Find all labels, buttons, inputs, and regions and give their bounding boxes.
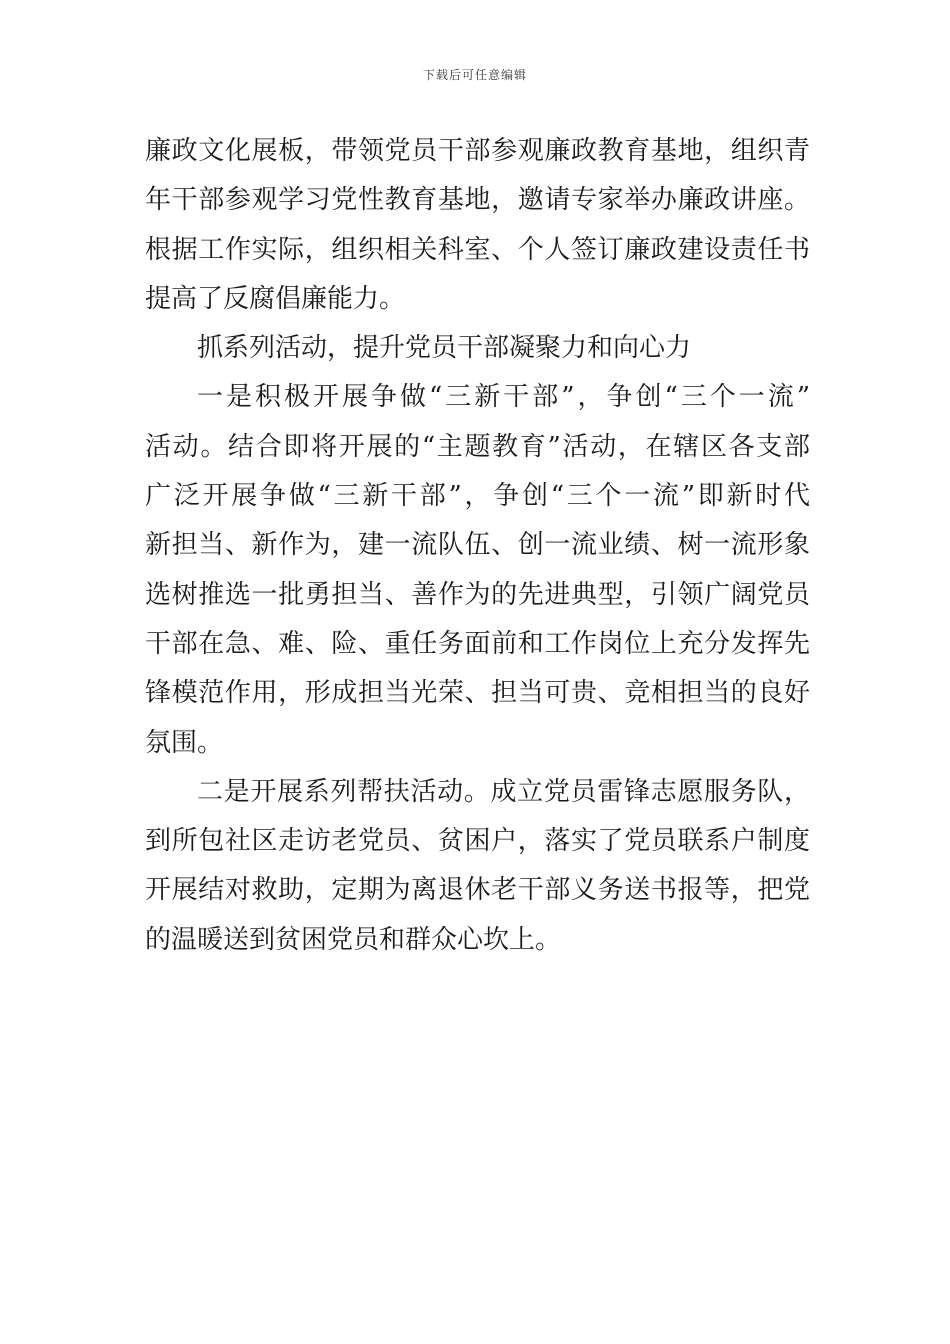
- text-line: 选树推选一批勇担当、善作为的先进典型，引领广阔党员: [145, 579, 810, 610]
- text-line: 的温暖送到贫困党员和群众心坎上。: [145, 924, 562, 955]
- section-heading: 抓系列活动，提升党员干部凝聚力和向心力: [197, 333, 692, 364]
- text-line: 新担当、新作为，建一流队伍、创一流业绩、树一流形象: [145, 530, 810, 561]
- text-line: 到所包社区走访老党员、贫困户，落实了党员联系户制度: [145, 826, 810, 857]
- text-line: 年干部参观学习党性教育基地，邀请专家举办廉政讲座。: [145, 185, 810, 216]
- text-line: 开展结对救助，定期为离退休老干部义务送书报等，把党: [145, 875, 810, 906]
- text-line: 根据工作实际，组织相关科室、个人签订廉政建设责任书: [145, 234, 810, 265]
- text-line: 干部在急、难、险、重任务面前和工作岗位上充分发挥先: [145, 628, 810, 659]
- text-line: 廉政文化展板，带领党员干部参观廉政教育基地，组织青: [145, 136, 810, 166]
- body-text: [145, 127, 810, 965]
- text-line: 广泛开展争做“三新干部”，争创“三个一流”即新时代: [145, 481, 810, 512]
- header-note: 下载后可任意编辑: [422, 68, 527, 82]
- text-line: 二是开展系列帮扶活动。成立党员雷锋志愿服务队，: [197, 776, 810, 807]
- text-line: 活动。结合即将开展的“主题教育”活动，在辖区各支部: [145, 431, 810, 462]
- text-line: 提高了反腐倡廉能力。: [145, 283, 406, 314]
- text-line: 锋模范作用，形成担当光荣、担当可贵、竞相担当的良好: [145, 678, 810, 709]
- text-line: 一是积极开展争做“三新干部”，争创“三个一流”: [197, 382, 810, 413]
- text-line: 氛围。: [145, 727, 224, 758]
